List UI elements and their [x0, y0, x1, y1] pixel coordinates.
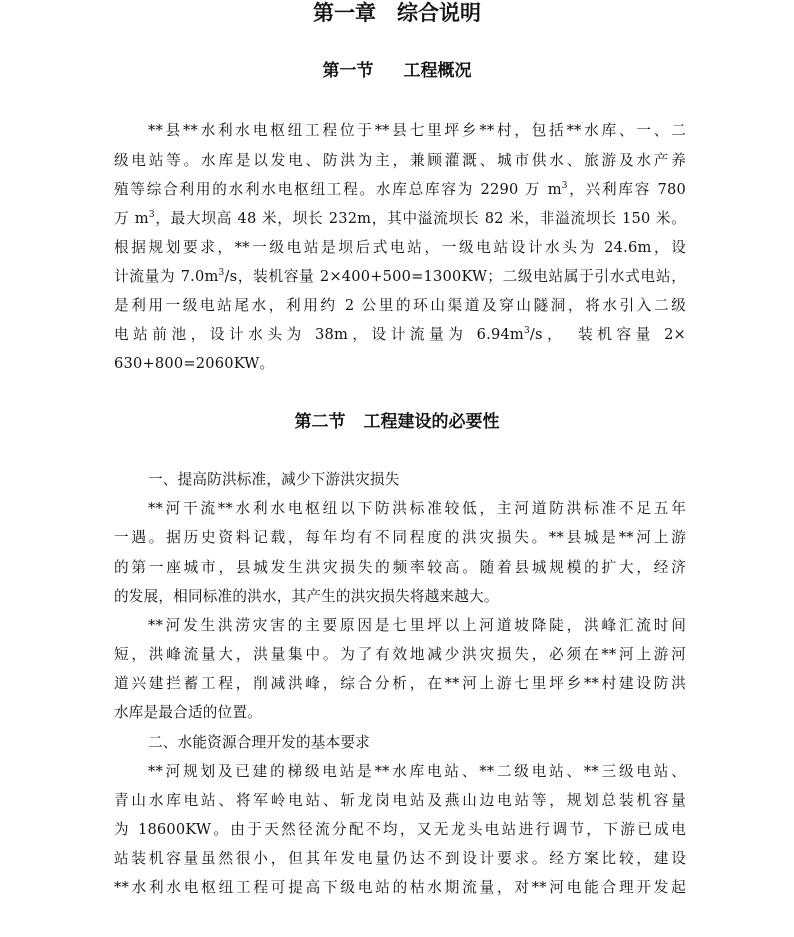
paragraph-line: 万 $m^3$，最大坝高 48 米，坝长 232m，其中溢流坝长 82 米，非溢流坝长 150 米。 — [114, 210, 686, 227]
paragraph-line: 计流量为 $7.0m^3/s$，装机容量 2×400+500=1300KW；二级电站属于引水式电站， — [114, 268, 686, 285]
paragraph-line: 630+800=2060KW。 — [114, 355, 275, 372]
paragraph-line: 是利用一级电站尾水，利用约 2 公里的环山渠道及穿山隧洞，将水引入二级 — [114, 297, 686, 314]
paragraph-line: **水利水电枢纽工程可提高下级电站的枯水期流量，对**河电能合理开发起 — [114, 879, 686, 896]
paragraph-line: 站装机容量虽然很小，但其年发电量仍达不到设计要求。经方案比较，建设 — [114, 850, 686, 867]
paragraph-line: 水库是最合适的位置。 — [114, 704, 262, 721]
paragraph-line: 的第一座城市，县城发生洪灾损失的频率较高。随着县城规模的扩大，经济 — [114, 559, 686, 576]
paragraph-line: 一遇。据历史资料记载，每年均有不同程度的洪灾损失。**县城是**河上游 — [114, 529, 686, 546]
paragraph-line: **县**水利水电枢纽工程位于**县七里坪乡**村，包括**水库、一、二 — [148, 122, 686, 139]
section-number: 第一节 — [322, 61, 374, 81]
subheading: 二、水能资源合理开发的基本要求 — [148, 734, 370, 751]
subheading: 一、提高防洪标准，减少下游洪灾损失 — [148, 471, 400, 488]
paragraph-line: 道兴建拦蓄工程，削减洪峰，综合分析，在**河上游七里坪乡**村建设防洪 — [114, 675, 686, 692]
section-title-overview — [0, 59, 794, 83]
paragraph-line: **河发生洪涝灾害的主要原因是七里坪以上河道坡降陡，洪峰汇流时间 — [148, 617, 686, 634]
paragraph-line: 的发展，相同标准的洪水，其产生的洪灾损失将越来越大。 — [114, 588, 499, 605]
chapter-title: 第一章 综合说明 — [313, 1, 481, 25]
paragraph-line: 殖等综合利用的水利水电枢纽工程。水库总库容为 2290 万 $m^3$，兴利库容 780 — [114, 181, 687, 198]
paragraph-line: 电站前池，设计水头为 38m，设计流量为 $6.94m^3/s$， 装机容量 2× — [114, 326, 686, 343]
paragraph-line: 根据规划要求，**一级电站是坝后式电站，一级电站设计水头为 24.6m，设 — [114, 239, 686, 256]
paragraph-line: 级电站等。水库是以发电、防洪为主，兼顾灌溉、城市供水、旅游及水产养 — [114, 152, 686, 169]
paragraph-line: 短，洪峰流量大，洪量集中。为了有效地减少洪灾损失，必须在**河上游河 — [114, 646, 686, 663]
paragraph-line: **河干流**水利水电枢纽以下防洪标准较低，主河道防洪标准不足五年 — [148, 500, 686, 517]
section-heading: 工程建设的必要性 — [363, 412, 500, 432]
paragraph-line: 青山水库电站、将军岭电站、斩龙岗电站及燕山边电站等，规划总装机容量 — [114, 792, 686, 809]
section-number: 第二节 — [294, 412, 346, 432]
section-title-necessity — [0, 410, 794, 434]
paragraph-line: 为 18600KW。由于天然径流分配不均，又无龙头电站进行调节，下游已成电 — [114, 821, 686, 838]
section-heading: 工程概况 — [403, 61, 472, 81]
paragraph-line: **河规划及已建的梯级电站是**水库电站、**二级电站、**三级电站、 — [148, 763, 686, 780]
